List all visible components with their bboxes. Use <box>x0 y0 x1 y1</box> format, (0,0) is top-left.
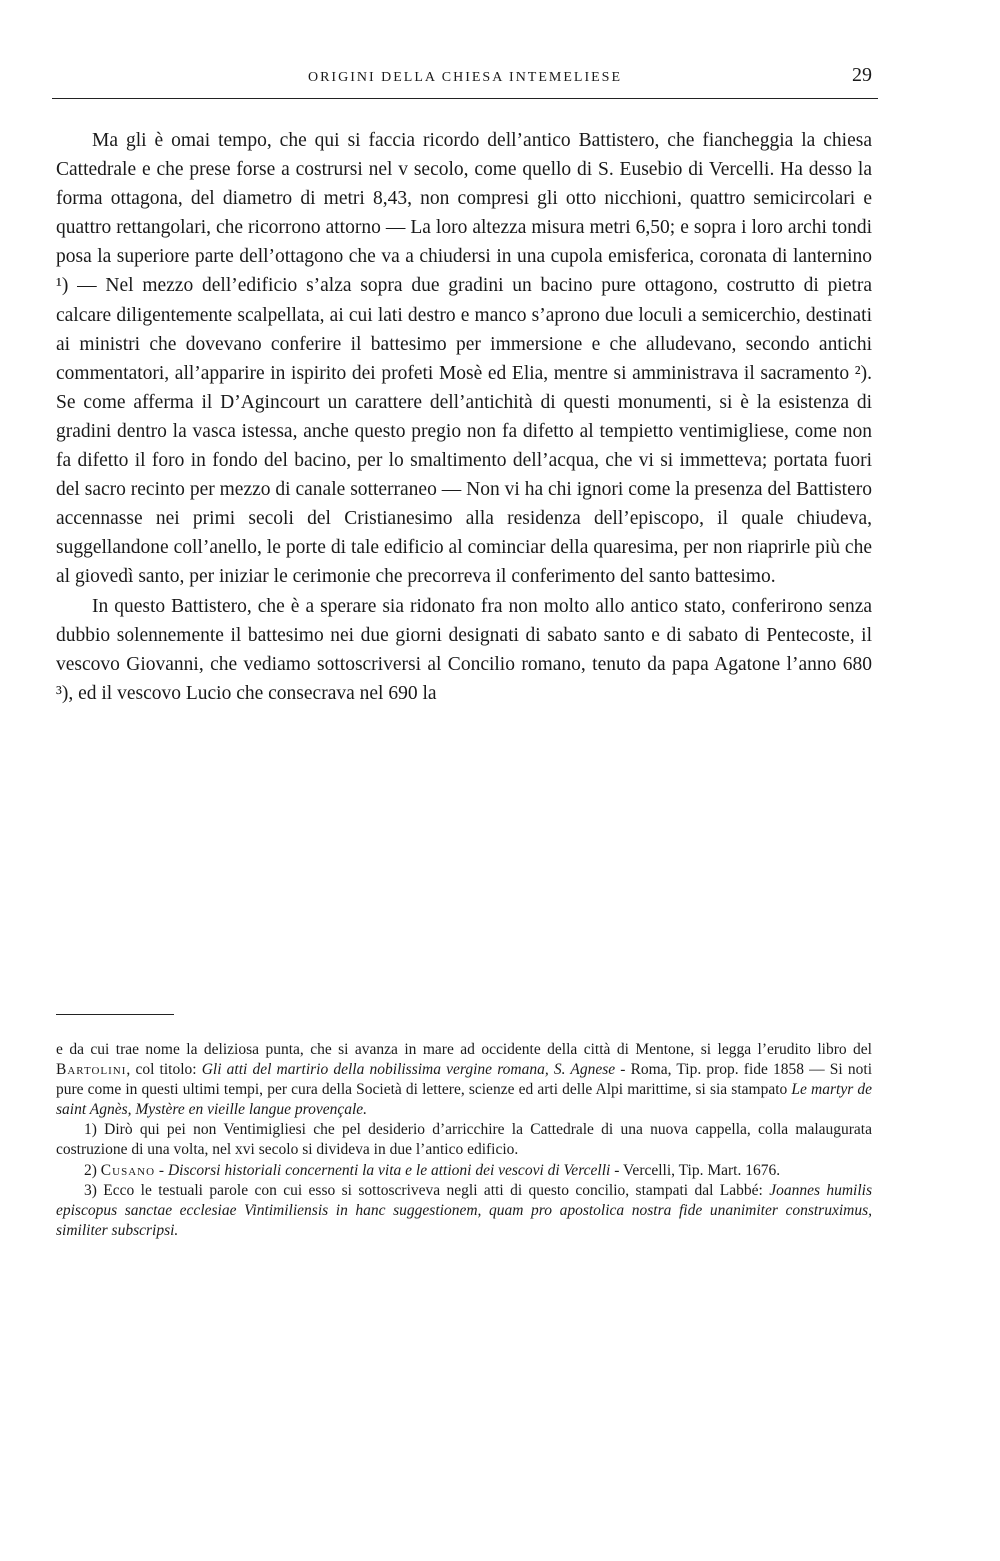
running-title: ORIGINI DELLA CHIESA INTEMELIESE <box>307 70 623 85</box>
paragraph-battesimo: In questo Battistero, che è a sperare sia ridonato fra non molto allo antico stato, conferirono senza dubbio solennemente il battesimo nei due giorni designati di sabato santo e di sabato di Pentecoste, il vescovo Giovanni, che vediamo sottoscriversi al Concilio romano, tenuto da papa Agatone l’anno 680 ³), ed il vescovo Lucio che consecrava nel 690 la <box>56 595 872 704</box>
footnotes <box>56 1040 872 1241</box>
footnote-divider <box>56 1014 174 1015</box>
page-header <box>52 62 878 99</box>
footnote-3: 3) Ecco le testuali parole con cui esso si sottoscriveva negli atti di questo concilio, stampati dal Labbé: Joannes humilis episcopus sanctae ecclesiae Vintimiliensis in hanc suggestionem, quam pro apostolica nostra fide unanimiter construximus, similiter subscripsi. <box>56 1181 873 1239</box>
paragraph-battistero: Ma gli è omai tempo, che qui si faccia ricordo dell’antico Battistero, che fiancheggia la chiesa Cattedrale e che prese forse a costrursi nel v secolo, come quello di S. Eusebio di Vercelli. Ha desso la forma ottagona, del diametro di metri 8,43, non compresi gli otto nicchioni, quattro semicircolari e quattro rettangolari, che ricorrono attorno — La loro altezza misura metri 6,50; e sopra i loro archi tondi posa la superiore parte dell’ottagono che va a chiudersi in una cupola emisferica, coronata di lanternino ¹) — Nel mezzo dell’edificio s’alza sopra due gradini un bacino pure ottagono, costrutto di pietra calcare diligentemente scalpellata, ai cui lati destro e manco s’aprono due loculi a semicerchio, destinati ai ministri che dovevano conferire il battesimo per immersione e che alludevano, secondo antichi commentatori, all’apparire in ispirito dei profeti Mosè ed Elia, mentre si amministrava il sacramento ²). Se come afferma il D’Agincourt un carattere dell’antichità di questi monumenti, si è la esistenza di gradini dentro la vasca istessa, anche questo pregio non fa difetto al tempietto ventimigliese, come non fa difetto il foro in fondo del bacino, per lo smaltimento dell’acqua, che vi si immetteva; portata fuori del sacro recinto per mezzo di canale sotterraneo — Non vi ha chi ignori come la presenza del Battistero accennasse nei primi secoli del Cristianesimo alla residenza dell’episcopo, il quale chiudeva, suggellandone coll’anello, le porte di tale edificio al cominciar della quaresima, per non riaprirle più che al giovedì santo, per iniziar le cerimonie che precorreva il conferimento del santo battesimo. <box>56 130 872 588</box>
page-number: 29 <box>852 64 872 86</box>
footnote-continuation: e da cui trae nome la deliziosa punta, che si avanza in mare ad occidente della città di Mentone, si legga l’erudito libro del Bartolini, col titolo: Gli atti del martirio della nobilissima vergine romana, S. Agnese - Roma, Tip. prop. fide 1858 — Si noti pure come in questi ultimi tempi, per cura della Società di lettere, scienze ed arti delle Alpi marittime, si sia stampato Le martyr de saint Agnès, Mystère en vieille langue provençale. <box>56 1041 872 1119</box>
footnote-1: 1) Dirò qui pei non Ventimigliesi che pel desiderio d’arricchire la Cattedrale di una nuova cappella, colla malaugurata costruzione di una volta, nel xvi secolo si divideva in due l’antico edificio. <box>56 1121 872 1159</box>
footnote-2: 2) Cusano - Discorsi historiali concernenti la vita e le attioni dei vescovi di Vercelli - Vercelli, Tip. Mart. 1676. <box>84 1161 781 1179</box>
main-text <box>56 126 872 708</box>
